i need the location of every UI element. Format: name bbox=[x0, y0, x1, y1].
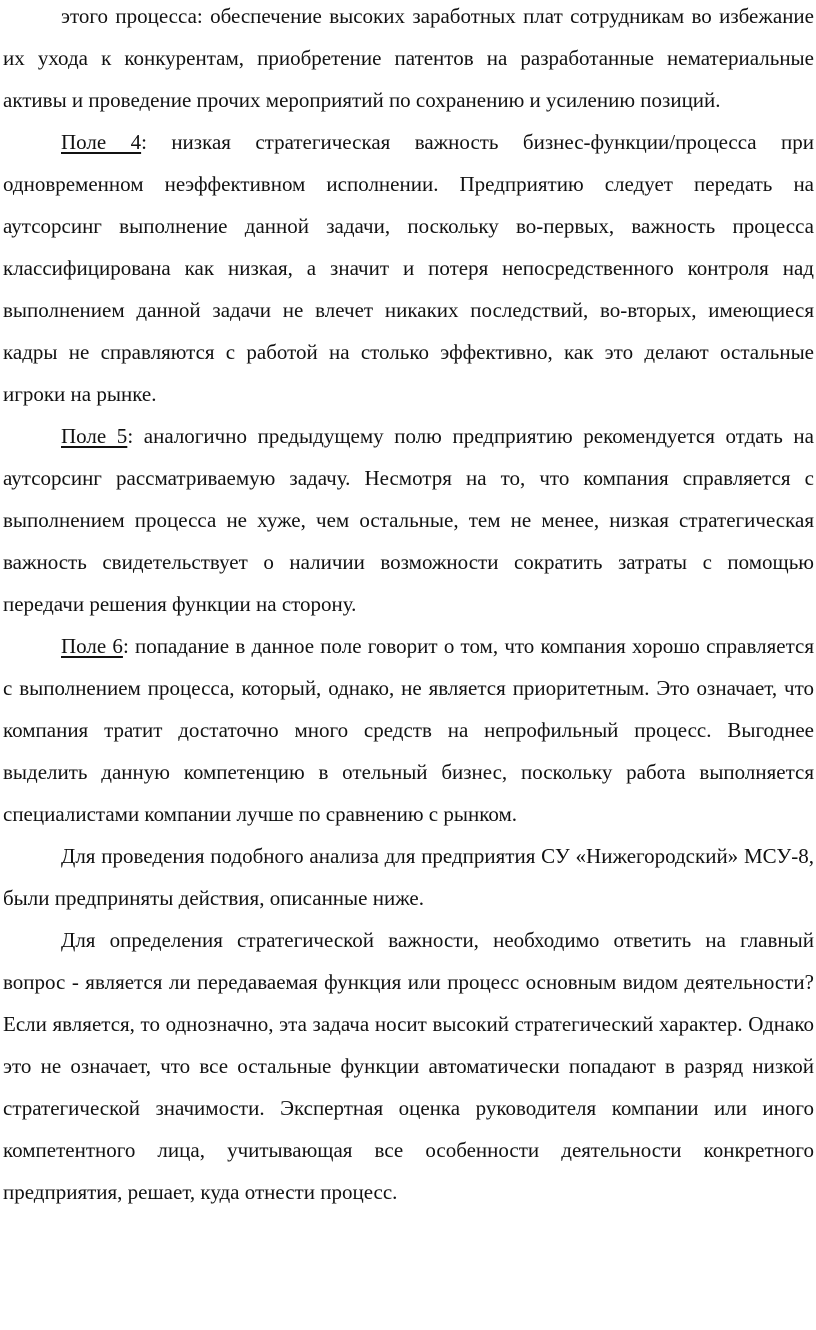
field-6-text: : попадание в данное поле говорит о том, что компания хорошо справляется с выполнением процесса, который, однако, не является приоритетным. Это означает, что компания тратит достаточно много средств на непрофильный процесс. Выгоднее выделить данную компетенцию в отельный бизнес, поскольку работа выполняется специалистами компании лучше по сравнению с рынком. bbox=[3, 634, 814, 826]
field-4-label: Поле 4 bbox=[61, 130, 142, 154]
field-5-text: : аналогично предыдущему полю предприятию рекомендуется отдать на аутсорсинг рассматриваемую задачу. Несмотря на то, что компания справляется с выполнением процесса не хуже, чем остальные, тем не менее, низкая стратегическая важность свидетельствует о наличии возможности сократить затраты с помощью передачи решения функции на сторону. bbox=[3, 424, 814, 616]
paragraph-text: Для проведения подобного анализа для предприятия СУ «Нижегородский» МСУ-8, были предприняты действия, описанные ниже. bbox=[3, 844, 814, 910]
paragraph-field-5 bbox=[3, 415, 814, 625]
field-4-text: : низкая стратегическая важность бизнес-функции/процесса при одновременном неэффективном исполнении. Предприятию следует передать на аутсорсинг выполнение данной задачи, поскольку во-первых, важность процесса классифицирована как низкая, а значит и потеря непосредственного контроля над выполнением данной задачи не влечет никаких последствий, во-вторых, имеющиеся кадры не справляются с работой на столько эффективно, как это делают остальные игроки на рынке. bbox=[3, 130, 814, 406]
field-6-label: Поле 6 bbox=[61, 634, 123, 658]
paragraph-field-6 bbox=[3, 625, 814, 835]
paragraph-continuation bbox=[3, 0, 814, 121]
field-5-label: Поле 5 bbox=[61, 424, 128, 448]
paragraph-analysis-intro bbox=[3, 835, 814, 919]
paragraph-text: Для определения стратегической важности, необходимо ответить на главный вопрос - является ли передаваемая функция или процесс основным видом деятельности? Если является, то однозначно, эта задача носит высокий стратегический характер. Однако это не означает, что все остальные функции автоматически попадают в разряд низкой стратегической значимости. Экспертная оценка руководителя компании или иного компетентного лица, учитывающая все особенности деятельности конкретного предприятия, решает, куда отнести процесс. bbox=[3, 928, 814, 1204]
paragraph-field-4 bbox=[3, 121, 814, 415]
paragraph-text: этого процесса: обеспечение высоких заработных плат сотрудникам во избежание их ухода к конкурентам, приобретение патентов на разработанные нематериальные активы и проведение прочих мероприятий по сохранению и усилению позиций. bbox=[3, 4, 814, 112]
paragraph-strategic-importance bbox=[3, 919, 814, 1213]
